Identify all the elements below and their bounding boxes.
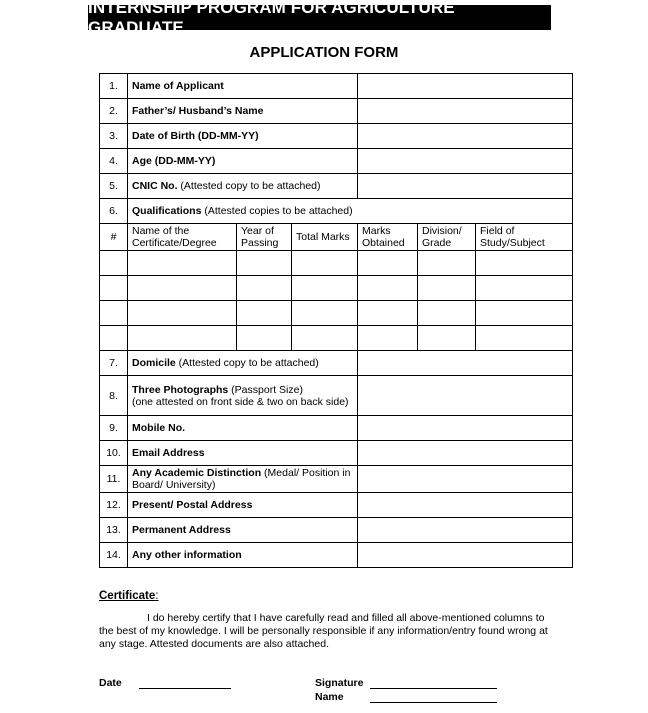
row-label: Present/ Postal Address xyxy=(128,493,358,518)
qualification-header-row xyxy=(100,224,573,251)
qual-cell[interactable] xyxy=(128,301,237,326)
qual-cell[interactable] xyxy=(358,301,418,326)
row-label: Permanent Address xyxy=(128,518,358,543)
qual-cell[interactable] xyxy=(476,276,573,301)
row-label: Mobile No. xyxy=(128,416,358,441)
col-hash: # xyxy=(100,224,128,251)
signature-line[interactable] xyxy=(370,688,497,689)
qual-cell[interactable] xyxy=(237,301,292,326)
form-row xyxy=(100,174,573,199)
qual-cell[interactable] xyxy=(358,251,418,276)
col-year: Year of Passing xyxy=(237,224,292,251)
form-row xyxy=(100,199,573,224)
qualification-row xyxy=(100,276,573,301)
col-total-marks: Total Marks xyxy=(292,224,358,251)
age-field[interactable] xyxy=(358,149,573,174)
qual-cell[interactable] xyxy=(476,326,573,351)
row-number: 8. xyxy=(100,376,128,416)
form-row xyxy=(100,518,573,543)
col-certificate: Name of the Certificate/Degree xyxy=(128,224,237,251)
qual-cell[interactable] xyxy=(418,301,476,326)
form-row xyxy=(100,466,573,493)
name-line[interactable] xyxy=(370,702,497,703)
date-line[interactable] xyxy=(139,688,231,689)
qual-cell[interactable] xyxy=(418,326,476,351)
form-row xyxy=(100,74,573,99)
row-label: Any other information xyxy=(128,543,358,568)
qualification-row xyxy=(100,251,573,276)
qual-cell[interactable] xyxy=(100,326,128,351)
name-label: Name xyxy=(315,691,344,703)
mobile-field[interactable] xyxy=(358,416,573,441)
row-number: 2. xyxy=(100,99,128,124)
dob-field[interactable] xyxy=(358,124,573,149)
email-field[interactable] xyxy=(358,441,573,466)
form-title: INTERNSHIP PROGRAM FOR AGRICULTURE GRADUATE xyxy=(88,5,551,30)
row-label: Father’s/ Husband’s Name xyxy=(128,99,358,124)
row-number: 12. xyxy=(100,493,128,518)
row-label: Email Address xyxy=(128,441,358,466)
qualification-row xyxy=(100,301,573,326)
form-row xyxy=(100,493,573,518)
form-subtitle: APPLICATION FORM xyxy=(249,44,399,61)
form-row xyxy=(100,441,573,466)
col-division: Division/ Grade xyxy=(418,224,476,251)
qual-cell[interactable] xyxy=(237,276,292,301)
form-row xyxy=(100,543,573,568)
qual-cell[interactable] xyxy=(128,326,237,351)
distinction-field[interactable] xyxy=(358,466,573,493)
form-row xyxy=(100,416,573,441)
other-info-field[interactable] xyxy=(358,543,573,568)
row-number: 4. xyxy=(100,149,128,174)
row-number: 7. xyxy=(100,351,128,376)
certificate-text: I do hereby certify that I have carefully read and filled all above-mentioned columns to the best of my knowledge. I will be personally responsible if any information/entry found wrong at any stage. Attested documents are also attached. xyxy=(99,612,548,650)
qual-cell[interactable] xyxy=(358,326,418,351)
signature-block xyxy=(315,677,497,689)
qual-cell[interactable] xyxy=(358,276,418,301)
qual-cell[interactable] xyxy=(100,276,128,301)
date-block xyxy=(99,677,231,689)
application-table xyxy=(99,73,573,568)
row-number: 13. xyxy=(100,518,128,543)
row-label: Domicile (Attested copy to be attached) xyxy=(128,351,358,376)
col-field-of-study: Field of Study/Subject xyxy=(476,224,573,251)
qual-cell[interactable] xyxy=(476,301,573,326)
qual-cell[interactable] xyxy=(292,251,358,276)
row-number: 9. xyxy=(100,416,128,441)
photographs-field[interactable] xyxy=(358,376,573,416)
row-label: Qualifications (Attested copies to be attached) xyxy=(128,199,573,224)
qual-cell[interactable] xyxy=(292,326,358,351)
row-label: CNIC No. (Attested copy to be attached) xyxy=(128,174,358,199)
qual-cell[interactable] xyxy=(237,326,292,351)
qual-cell[interactable] xyxy=(128,251,237,276)
col-marks-obtained: Marks Obtained xyxy=(358,224,418,251)
form-row xyxy=(100,124,573,149)
row-label: Date of Birth (DD-MM-YY) xyxy=(128,124,358,149)
qual-cell[interactable] xyxy=(100,251,128,276)
form-row xyxy=(100,99,573,124)
row-number: 6. xyxy=(100,199,128,224)
row-number: 10. xyxy=(100,441,128,466)
form-row xyxy=(100,351,573,376)
father-name-field[interactable] xyxy=(358,99,573,124)
cnic-field[interactable] xyxy=(358,174,573,199)
row-number: 5. xyxy=(100,174,128,199)
row-label: Three Photographs (Passport Size) (one attested on front side & two on back side) xyxy=(128,376,358,416)
qual-cell[interactable] xyxy=(237,251,292,276)
qualification-row xyxy=(100,326,573,351)
form-row xyxy=(100,149,573,174)
signature-label: Signature xyxy=(315,677,364,689)
qual-cell[interactable] xyxy=(292,301,358,326)
row-label: Any Academic Distinction (Medal/ Position in Board/ University) xyxy=(128,466,358,493)
qual-cell[interactable] xyxy=(292,276,358,301)
name-block xyxy=(315,691,497,703)
row-number: 3. xyxy=(100,124,128,149)
qual-cell[interactable] xyxy=(418,251,476,276)
qual-cell[interactable] xyxy=(100,301,128,326)
row-number: 11. xyxy=(100,466,128,493)
row-number: 1. xyxy=(100,74,128,99)
certificate-title: Certificate: xyxy=(99,590,159,602)
qual-cell[interactable] xyxy=(476,251,573,276)
qual-cell[interactable] xyxy=(418,276,476,301)
row-label: Age (DD-MM-YY) xyxy=(128,149,358,174)
row-label: Name of Applicant xyxy=(128,74,358,99)
permanent-address-field[interactable] xyxy=(358,518,573,543)
qual-cell[interactable] xyxy=(128,276,237,301)
postal-address-field[interactable] xyxy=(358,493,573,518)
applicant-name-field[interactable] xyxy=(358,74,573,99)
domicile-field[interactable] xyxy=(358,351,573,376)
form-row xyxy=(100,376,573,416)
row-number: 14. xyxy=(100,543,128,568)
date-label: Date xyxy=(99,677,122,689)
